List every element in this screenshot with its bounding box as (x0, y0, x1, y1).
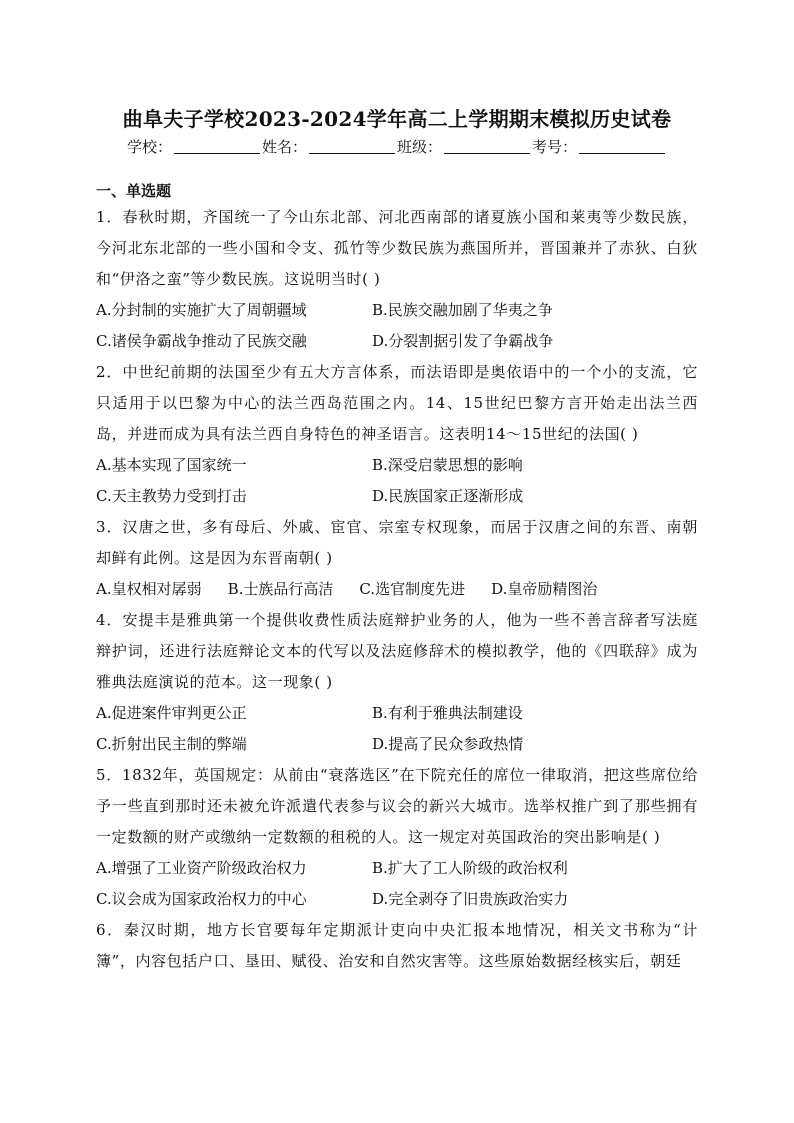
page-title: 曲阜夫子学校2023-2024学年高二上学期期末模拟历史试卷 (122, 107, 672, 131)
option-c: C.诸侯争霸战争推动了民族交融 (96, 332, 307, 350)
question-stem: 1．春秋时期，齐国统一了今山东北部、河北西南部的诸夏族小国和莱夷等少数民族，今河北东北部的一些小国和令支、孤竹等少数民族为燕国所并，晋国兼并了赤狄、白狄和“伊洛之蛮”等少数民族。这说明当时( ) (96, 208, 698, 288)
name-label: 姓名： (261, 138, 307, 156)
option-a: A.促进案件审判更公正 (96, 704, 247, 722)
option-b: B.民族交融加剧了华夷之争 (372, 301, 553, 319)
question-item (96, 357, 698, 512)
option-d: D.完全剥夺了旧贵族政治实力 (372, 890, 569, 908)
option-b: B.有利于雅典法制建设 (372, 704, 523, 722)
option-list (96, 574, 698, 605)
option-list (96, 295, 698, 357)
question-stem: 4．安提丰是雅典第一个提供收费性质法庭辩护业务的人，他为一些不善言辞者写法庭辩护词，还进行法庭辩论文本的代写以及法庭修辞术的模拟教学，他的《四联辞》成为雅典法庭演说的范本。这一现象( ) (96, 611, 698, 691)
name-blank (309, 139, 395, 154)
option-b: B.扩大了工人阶级的政治权利 (372, 859, 568, 877)
option-list (96, 853, 698, 915)
option-list (96, 450, 698, 512)
question-stem: 5．1832年，英国规定：从前由“衰落选区”在下院充任的席位一律取消，把这些席位给予一些直到那时还未被允许派遣代表参与议会的新兴大城市。选举权推广到了那些拥有一定数额的财产或缴纳一定数额的租税的人。这一规定对英国政治的突出影响是( ) (96, 766, 698, 846)
option-list (96, 698, 698, 760)
option-a: A.皇权相对孱弱 (96, 580, 202, 598)
class-label: 班级： (397, 138, 443, 156)
question-stem: 2．中世纪前期的法国至少有五大方言体系，而法语即是奥依语中的一个小的支流，它只适用于以巴黎为中心的法兰西岛范围之内。14、15世纪巴黎方言开始走出法兰西岛，并进而成为具有法兰西自身特色的神圣语言。这表明14～15世纪的法国( ) (96, 363, 698, 443)
question-item (96, 202, 698, 357)
question-item (96, 760, 698, 915)
school-blank (174, 139, 260, 154)
option-c: C.议会成为国家政治权力的中心 (96, 890, 307, 908)
option-d: D.提高了民众参政热情 (372, 735, 524, 753)
question-item (96, 512, 698, 605)
option-c: C.选官制度先进 (359, 580, 466, 598)
option-d: D.皇帝励精图治 (491, 580, 598, 598)
option-b: B.士族品行高洁 (227, 580, 334, 598)
option-c: C.折射出民主制的弊端 (96, 735, 247, 753)
option-d: D.民族国家正逐渐形成 (372, 487, 524, 505)
question-stem: 6．秦汉时期，地方长官要每年定期派计吏向中央汇报本地情况，相关文书称为“计簿”，内容包括户口、垦田、赋役、治安和自然灾害等。这些原始数据经核实后，朝廷 (96, 921, 698, 970)
section-title: 一、单选题 (96, 182, 172, 200)
option-d: D.分裂割据引发了争霸战争 (372, 332, 554, 350)
option-a: A.增强了工业资产阶级政治权力 (96, 859, 307, 877)
option-c: C.天主教势力受到打击 (96, 487, 247, 505)
option-a: A.基本实现了国家统一 (96, 456, 247, 474)
number-label: 考号： (532, 138, 578, 156)
option-a: A.分封制的实施扩大了周朝疆域 (96, 301, 307, 319)
option-b: B.深受启蒙思想的影响 (372, 456, 523, 474)
number-blank (579, 139, 665, 154)
questions-area (96, 180, 698, 977)
question-item (96, 915, 698, 977)
question-stem: 3．汉唐之世，多有母后、外戚、宦官、宗室专权现象，而居于汉唐之间的东晋、南朝却鲜有此例。这是因为东晋南朝( ) (96, 518, 698, 567)
student-info-line (0, 136, 794, 157)
question-item (96, 605, 698, 760)
class-blank (444, 139, 530, 154)
school-label: 学校： (126, 138, 172, 156)
